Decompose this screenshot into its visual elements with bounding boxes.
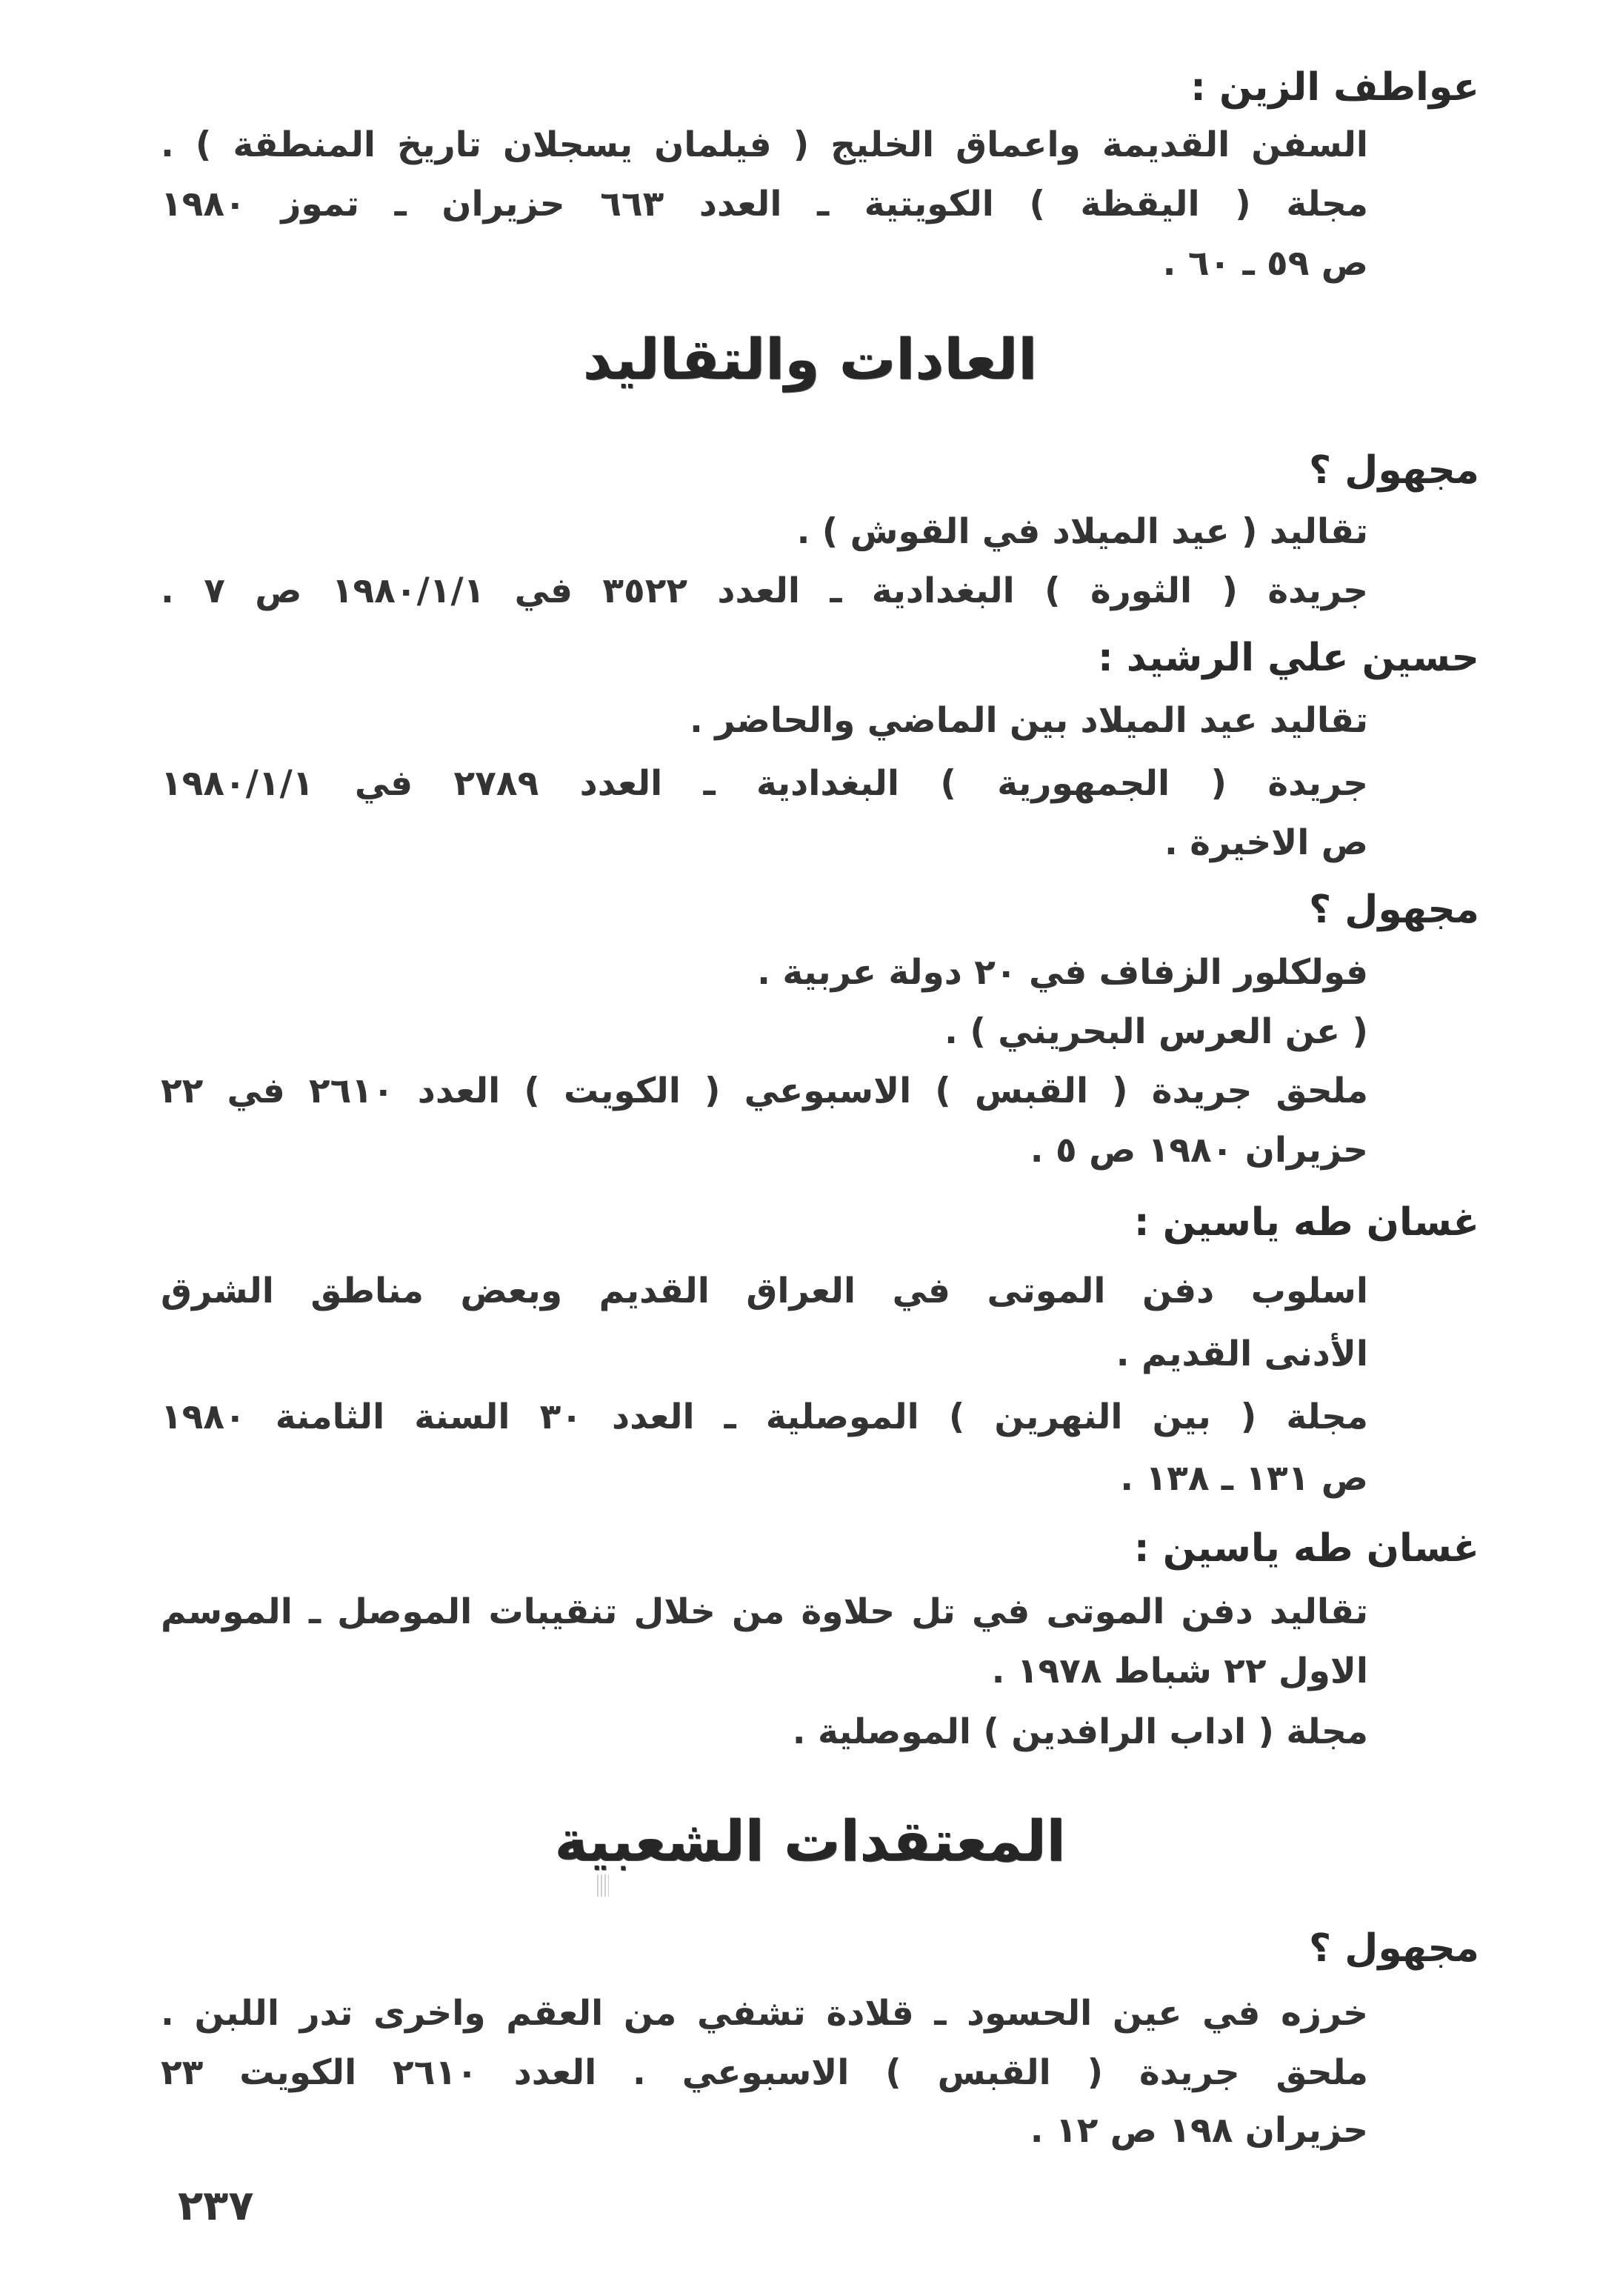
entry-citation-line: مجلة ( اليقظة ) الكويتية ـ العدد ٦٦٣ حزيران ـ تموز ١٩٨٠ xyxy=(161,184,1368,224)
entry-citation-line: مجلة ( اداب الرافدين ) الموصلية . xyxy=(792,1711,1368,1752)
section-title-folk-beliefs: المعتقدات الشعبية xyxy=(554,1808,1066,1874)
author-name: غسان طه ياسين : xyxy=(1133,1200,1479,1245)
author-name: عواطف الزين : xyxy=(1190,65,1479,110)
entry-title-line: خرزه في عين الحسود ـ قلادة تشفي من العقم واخرى تدر اللبن . xyxy=(161,1993,1368,2034)
entry-citation-line: جريدة ( الجمهورية ) البغدادية ـ العدد ٢٧٨٩ في ١٩٨٠/١/١ xyxy=(161,763,1368,804)
entry-title-line: تقاليد دفن الموتى في تل حلاوة من خلال تنقيبات الموصل ـ الموسم xyxy=(161,1591,1368,1632)
entry-title-line: الأدنى القديم . xyxy=(1116,1334,1368,1374)
entry-pages-line: حزيران ١٩٨ ص ١٢ . xyxy=(1030,2110,1368,2151)
scan-artifact xyxy=(597,1874,609,1897)
entry-pages-line: ص ٥٩ ـ ٦٠ . xyxy=(1162,243,1368,284)
entry-title-line: السفن القديمة واعماق الخليج ( فيلمان يسجلان تاريخ المنطقة ) . xyxy=(161,124,1368,165)
entry-citation-line: ملحق جريدة ( القبس ) الاسبوعي . العدد ٢٦١٠ الكويت ٢٣ xyxy=(161,2052,1369,2093)
entry-title-line: تقاليد ( عيد الميلاد في القوش ) . xyxy=(796,511,1368,552)
entry-pages-line: ص ١٣١ ـ ١٣٨ . xyxy=(1120,1458,1368,1499)
author-name: غسان طه ياسين : xyxy=(1133,1526,1479,1571)
author-name: مجهول ؟ xyxy=(1309,1926,1479,1971)
author-name: مجهول ؟ xyxy=(1309,888,1479,932)
entry-citation-line: ملحق جريدة ( القبس ) الاسبوعي ( الكويت ) العدد ٢٦١٠ في ٢٢ xyxy=(161,1071,1368,1111)
entry-citation-line: جريدة ( الثورة ) البغدادية ـ العدد ٣٥٢٢ في ١٩٨٠/١/١ ص ٧ . xyxy=(161,570,1368,611)
entry-title-line: فولكلور الزفاف في ٢٠ دولة عربية . xyxy=(757,952,1368,993)
entry-title-line: تقاليد عيد الميلاد بين الماضي والحاضر . xyxy=(690,700,1368,741)
entry-subtitle-line: ( عن العرس البحريني ) . xyxy=(944,1011,1368,1052)
entry-pages-line: ص الاخيرة . xyxy=(1164,822,1368,863)
page-number: ٢٣٧ xyxy=(178,2182,254,2230)
author-name: مجهول ؟ xyxy=(1309,448,1479,493)
section-title-customs-traditions: العادات والتقاليد xyxy=(582,326,1038,392)
author-name: حسين علي الرشيد : xyxy=(1098,636,1479,680)
entry-title-line: اسلوب دفن الموتى في العراق القديم وبعض مناطق الشرق xyxy=(161,1271,1368,1311)
entry-citation-line: مجلة ( بين النهرين ) الموصلية ـ العدد ٣٠ السنة الثامنة ١٩٨٠ xyxy=(161,1397,1368,1437)
entry-title-line: الاول ٢٢ شباط ١٩٧٨ . xyxy=(991,1651,1368,1691)
entry-pages-line: حزيران ١٩٨٠ ص ٥ . xyxy=(1030,1130,1368,1171)
